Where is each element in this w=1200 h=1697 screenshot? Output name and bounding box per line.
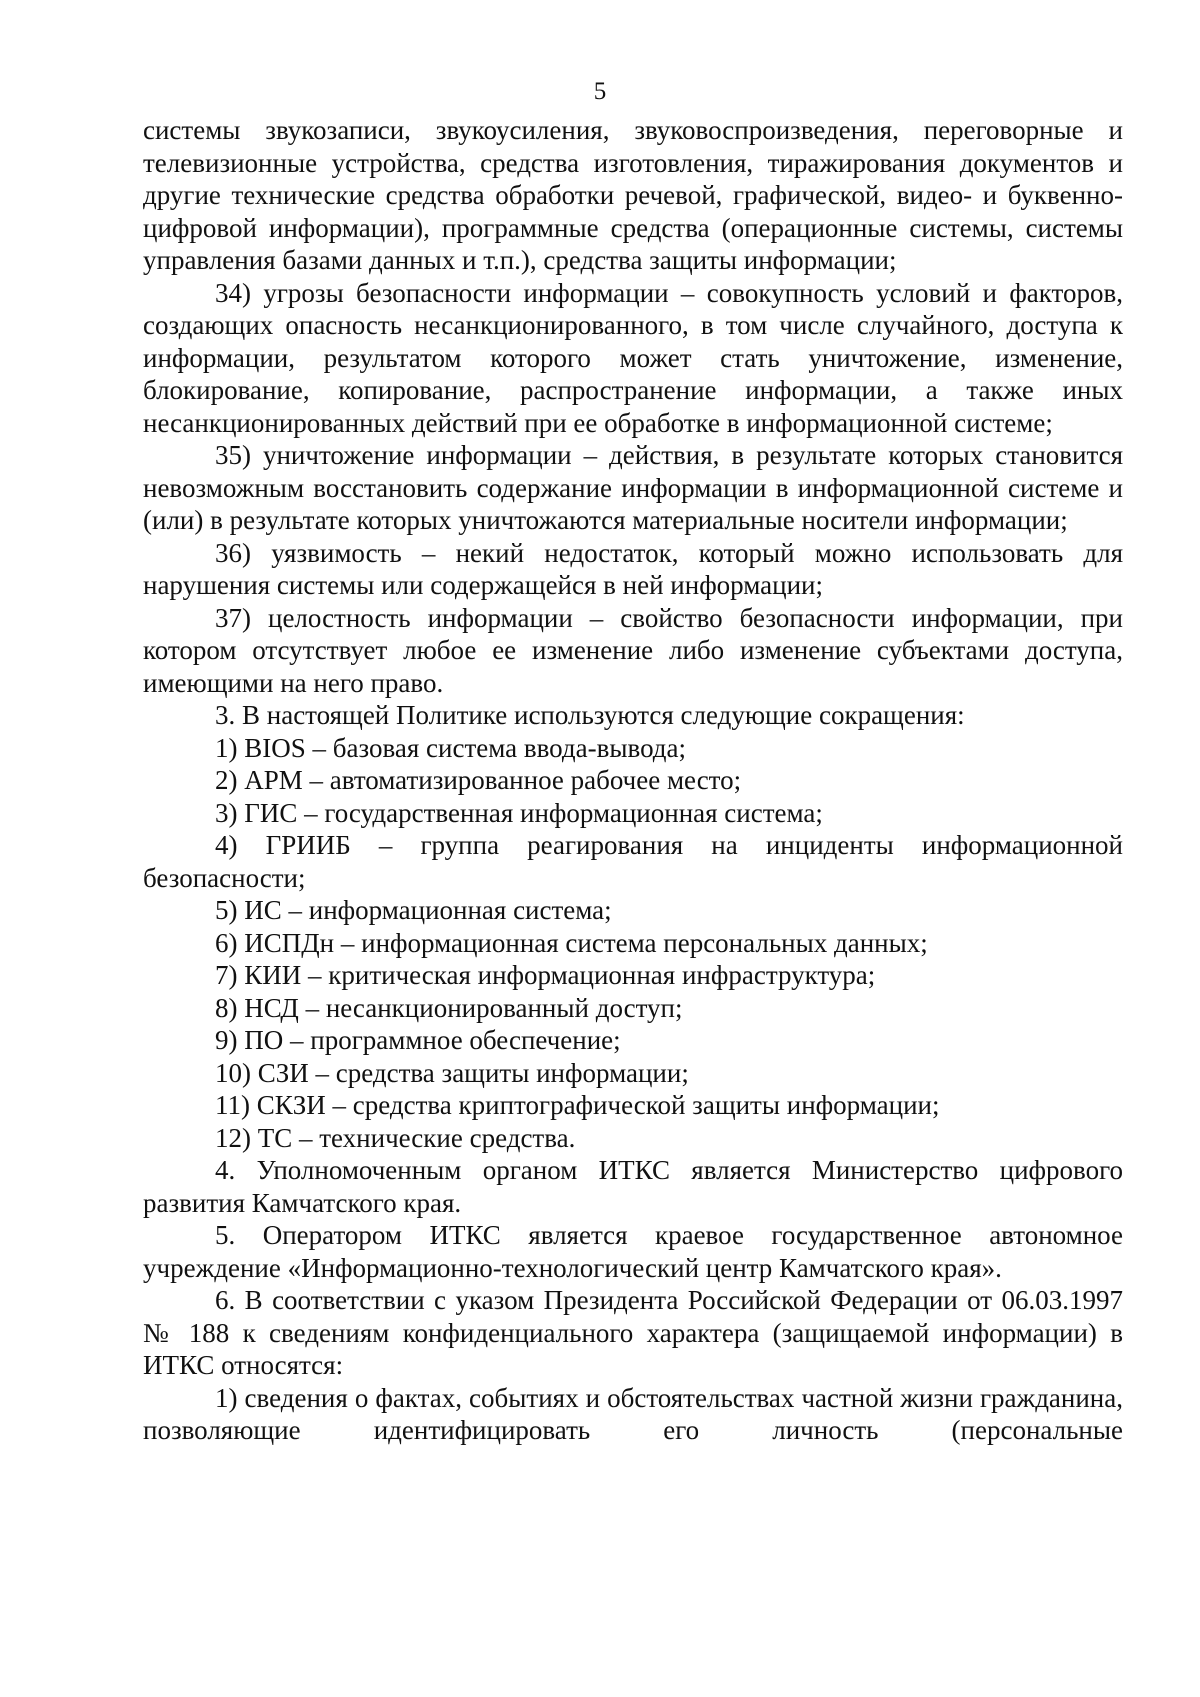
paragraph-continuation: системы звукозаписи, звукоусиления, звуковоспроизведения, переговорные и телевизионные устройства, средства изготовления, тиражирования документов и другие технические средства обработки речевой, графической, видео- и буквенно-цифровой информации), программные средства (операционные системы, системы управления базами данных и т.п.), средства защиты информации;	[143, 115, 1123, 275]
abbreviation-bios: 1) BIOS – базовая система ввода-вывода;	[215, 732, 687, 763]
section-6-confidential-info: 6. В соответствии с указом Президента Российской Федерации от 06.03.1997 № 188 к сведениям конфиденциального характера (защищаемой информации) в ИТКС относятся:	[143, 1285, 1123, 1380]
abbreviation-arm: 2) АРМ – автоматизированное рабочее место;	[215, 765, 742, 795]
definition-36-vulnerability: 36) уязвимость – некий недостаток, который можно использовать для нарушения системы или содержащейся в ней информации;	[143, 537, 1123, 600]
section-3-abbreviations-heading: 3. В настоящей Политике используются следующие сокращения:	[215, 700, 965, 730]
abbreviation-skzi: 11) СКЗИ – средства криптографической защиты информации;	[215, 1090, 940, 1120]
document-body	[143, 114, 1123, 1447]
abbreviation-is: 5) ИС – информационная система;	[215, 895, 612, 925]
abbreviation-gis: 3) ГИС – государственная информационная система;	[215, 797, 823, 828]
abbreviation-griib: 4) ГРИИБ – группа реагирования на инциденты информационной безопасности;	[143, 830, 1123, 893]
definition-35-destruction: 35) уничтожение информации – действия, в результате которых становится невозможным восстановить содержание информации в информационной системе и (или) в результате которых уничтожаются материальные носители информации;	[143, 440, 1123, 535]
definition-37-integrity: 37) целостность информации – свойство безопасности информации, при котором отсутствует любое ее изменение либо изменение субъектами доступа, имеющими на него право.	[143, 602, 1123, 698]
section-4-authorized-body: 4. Уполномоченным органом ИТКС является Министерство цифрового развития Камчатского края.	[143, 1155, 1123, 1218]
section-5-operator: 5. Оператором ИТКС является краевое государственное автономное учреждение «Информационно-технологический центр Камчатского края».	[143, 1220, 1123, 1283]
page-number: 5	[593, 78, 607, 105]
abbreviation-nsd: 8) НСД – несанкционированный доступ;	[215, 992, 683, 1023]
abbreviation-po: 9) ПО – программное обеспечение;	[215, 1025, 621, 1055]
definition-34-threats: 34) угрозы безопасности информации – совокупность условий и факторов, создающих опасность несанкционированного, в том числе случайного, доступа к информации, результатом которого может стать уничтожение, изменение, блокирование, копирование, распространение информации, а также иных несанкционированных действий при ее обработке в информационной системе;	[143, 277, 1123, 438]
abbreviation-szi: 10) СЗИ – средства защиты информации;	[215, 1057, 689, 1088]
abbreviation-kii: 7) КИИ – критическая информационная инфраструктура;	[215, 960, 876, 990]
confidential-item-1: 1) сведения о фактах, событиях и обстоятельствах частной жизни гражданина, позволяющие идентифицировать его личность (персональные	[143, 1382, 1123, 1445]
abbreviation-ts: 12) ТС – технические средства.	[215, 1122, 576, 1153]
abbreviation-ispdn: 6) ИСПДн – информационная система персональных данных;	[215, 927, 928, 958]
